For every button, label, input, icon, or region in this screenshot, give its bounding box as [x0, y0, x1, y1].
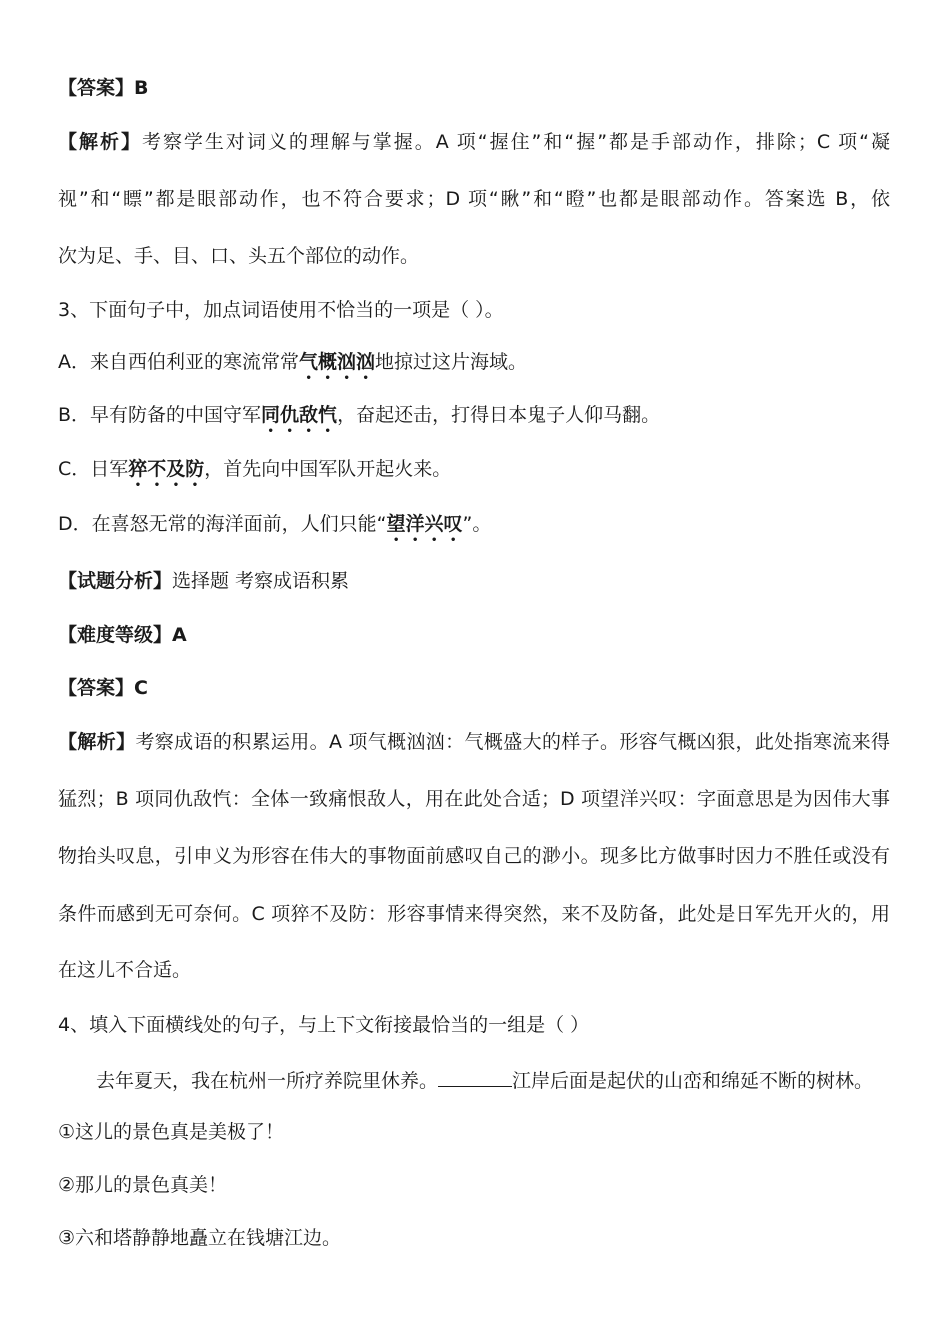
analysis-text: 条件而感到无可奈何。C 项猝不及防：形容事情来得突然，来不及防备，此处是日军先开火的，用: [58, 903, 890, 925]
q3-answer: [58, 675, 890, 701]
analysis-text: 猛烈；B 项同仇敌忾：全体一致痛恨敌人，用在此处合适；D 项望洋兴叹：字面意思是为因伟大事: [58, 788, 890, 810]
q3-option-c: [58, 456, 890, 482]
dotted-idiom: 同仇敌忾: [261, 404, 338, 426]
dotted-idiom: 望洋兴叹: [386, 513, 463, 535]
list-item: ②那儿的景色真美！: [58, 1174, 228, 1196]
q3-difficulty: [58, 622, 890, 648]
option-text: C．日军: [58, 458, 129, 480]
q3-option-d: [58, 511, 890, 537]
difficulty-label: 【难度等级】: [58, 624, 173, 646]
option-text: A．来自西伯利亚的寒流常常: [58, 351, 299, 373]
q4-item-2: [58, 1172, 890, 1198]
option-text: ”。: [462, 513, 492, 535]
option-text: 地掠过这片海域。: [375, 351, 528, 373]
analysis-text: 在这儿不合适。: [58, 959, 192, 981]
dotted-idiom: 气概汹汹: [299, 351, 376, 373]
q2-analysis-line-2: [58, 186, 890, 212]
option-text: ，奋起还击，打得日本鬼子人仰马翻。: [337, 404, 661, 426]
answer-value: B: [134, 77, 149, 99]
passage-text: 去年夏天，我在杭州一所疗养院里休养。: [96, 1070, 439, 1092]
q3-analysis-line-1: [58, 729, 890, 755]
question-stem: 3、下面句子中，加点词语使用不恰当的一项是（ ）。: [58, 299, 504, 321]
q4-item-1: [58, 1119, 890, 1145]
analysis-text: 视”和“瞟”都是眼部动作，也不符合要求；D 项“瞅”和“瞪”也都是眼部动作。答案选 B，依: [58, 188, 890, 210]
q2-analysis-line-1: [58, 129, 890, 155]
q4-passage: [96, 1066, 890, 1092]
q4-item-3: [58, 1225, 890, 1251]
q3-analysis-line-4: [58, 901, 890, 927]
q3-analysis-line-2: [58, 786, 890, 812]
answer-label: 【答案】: [58, 77, 135, 99]
dotted-idiom: 猝不及防: [128, 458, 205, 480]
question-stem: 4、填入下面横线处的句子，与上下文衔接最恰当的一组是（ ）: [58, 1014, 590, 1036]
q3-analysis-line-3: [58, 843, 890, 869]
answer-label: 【答案】: [58, 677, 135, 699]
fill-in-blank: [438, 1066, 512, 1087]
option-text: B．早有防备的中国守军: [58, 404, 262, 426]
q2-analysis-line-3: [58, 243, 890, 269]
analysis-tag-value: 选择题 考察成语积累: [172, 570, 350, 592]
q4-stem: [58, 1012, 890, 1038]
analysis-text: 考察成语的积累运用。A 项气概汹汹：气概盛大的样子。形容气概凶狠，此处指寒流来得: [135, 731, 890, 753]
passage-text: 江岸后面是起伏的山峦和绵延不断的树林。: [512, 1070, 874, 1092]
q3-stem: [58, 297, 890, 323]
q3-analysis-tag: [58, 568, 890, 594]
option-text: D．在喜怒无常的海洋面前，人们只能“: [58, 513, 387, 535]
list-item: ①这儿的景色真是美极了！: [58, 1121, 285, 1143]
analysis-text: 物抬头叹息，引申义为形容在伟大的事物面前感叹自己的渺小。现多比方做事时因力不胜任或没有: [58, 845, 890, 867]
analysis-tag-label: 【试题分析】: [58, 570, 173, 592]
q3-analysis-line-5: [58, 957, 890, 983]
q3-option-a: [58, 349, 890, 375]
analysis-text: 次为足、手、目、口、头五个部位的动作。: [58, 245, 420, 267]
q3-option-b: [58, 402, 890, 428]
analysis-label: 【解析】: [58, 131, 142, 153]
analysis-text: 考察学生对词义的理解与掌握。A 项“握住”和“握”都是手部动作，排除；C 项“凝: [141, 131, 890, 153]
analysis-label: 【解析】: [58, 731, 136, 753]
answer-value: C: [134, 677, 148, 699]
list-item: ③六和塔静静地矗立在钱塘江边。: [58, 1227, 342, 1249]
option-text: ，首先向中国军队开起火来。: [204, 458, 452, 480]
q2-answer: [58, 75, 890, 101]
difficulty-value: A: [172, 624, 187, 646]
